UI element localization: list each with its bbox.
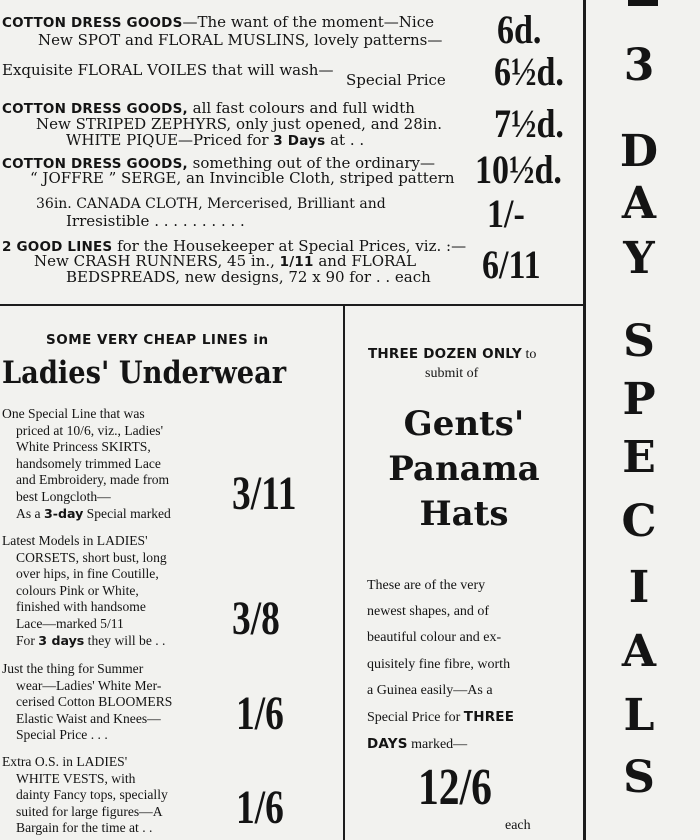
- item-line: Extra O.S. in LADIES': [2, 754, 128, 769]
- price-10-half-d: 10½d.: [475, 147, 562, 192]
- column-rule: [583, 0, 586, 840]
- item-text: at . .: [325, 131, 365, 149]
- item-text: something out of the ordinary—: [192, 154, 435, 172]
- section-kicker: SOME VERY CHEAP LINES in: [46, 332, 269, 348]
- hats-kicker-text: to: [522, 347, 537, 362]
- underwear-item-corsets: [2, 533, 167, 649]
- item-line: Lace—marked 5/11: [16, 615, 124, 631]
- item-dress-goods-1: [2, 14, 434, 32]
- item-text: “ JOFFRE ” SERGE, an Invincible Cloth, striped pattern: [30, 169, 455, 187]
- item-heading: 3 Days: [273, 133, 326, 149]
- banner-letter: I: [628, 562, 650, 613]
- item-text: all fast colours and full width: [192, 99, 415, 117]
- hats-kicker: [368, 346, 536, 363]
- price-1-6-bloomers: 1/6: [236, 687, 284, 740]
- underwear-item-skirts: [2, 406, 171, 522]
- underwear-item-bloomers: [2, 661, 172, 744]
- banner-letter: A: [621, 626, 657, 677]
- item-line: cerised Cotton BLOOMERS: [16, 694, 173, 710]
- item-heading: COTTON DRESS GOODS,: [2, 101, 188, 117]
- item-text: Special marked: [83, 505, 171, 521]
- item-line: priced at 10/6, viz., Ladies': [16, 422, 164, 438]
- item-text: New STRIPED ZEPHYRS, only just opened, and 28in.: [36, 115, 442, 133]
- item-line: [2, 506, 171, 523]
- item-line: [2, 633, 167, 650]
- banner-letter: P: [622, 374, 656, 425]
- item-line: dainty Fancy tops, specially: [16, 787, 168, 803]
- item-text: —The want of the moment—Nice: [182, 13, 434, 31]
- item-line: finished with handsome: [16, 599, 146, 615]
- hats-desc-line: quisitely fine fibre, worth: [367, 656, 511, 672]
- item-text: [66, 132, 364, 150]
- item-line: Latest Models in LADIES': [2, 533, 148, 548]
- hats-desc-line: [367, 731, 577, 758]
- banner-letter: Y: [623, 233, 655, 284]
- hats-desc-text: marked—: [407, 737, 468, 753]
- item-text: BEDSPREADS, new designs, 72 x 90 for . . each: [66, 268, 431, 286]
- hats-description: [367, 573, 577, 758]
- price-1-6-vests: 1/6: [236, 781, 284, 834]
- item-line: and Embroidery, made from: [16, 472, 170, 488]
- hats-desc-line: beautiful colour and ex-: [367, 630, 502, 646]
- hats-title: [345, 402, 583, 537]
- banner-letter: D: [619, 126, 659, 177]
- item-line: colours Pink or White,: [16, 582, 139, 598]
- price-6d: 6d.: [497, 7, 542, 52]
- banner-letter: L: [623, 690, 655, 741]
- item-line: suited for large figures—A: [16, 803, 163, 819]
- hats-each: each: [505, 818, 531, 833]
- banner-letter: C: [621, 496, 657, 547]
- item-heading: 1/11: [279, 254, 314, 270]
- item-line: Just the thing for Summer: [2, 661, 144, 676]
- item-line: handsomely trimmed Lace: [16, 455, 161, 471]
- hats-title-line: Gents': [403, 404, 525, 444]
- item-line: Special Price . . .: [16, 727, 108, 743]
- section-title: Ladies' Underwear: [2, 355, 287, 391]
- item-text: As a: [16, 505, 44, 521]
- banner-letter: S: [623, 752, 655, 803]
- item-emphasis: 3-day: [43, 505, 84, 521]
- hats-desc-line: a Guinea easily—As a: [367, 682, 493, 698]
- item-text: New SPOT and FLORAL MUSLINS, lovely patterns—: [38, 31, 443, 49]
- banner-letter: 3: [623, 40, 655, 91]
- item-text: and FLORAL: [313, 252, 417, 270]
- price-6-half-d: 6½d.: [494, 49, 564, 94]
- item-line: Bargain for the time at . .: [16, 820, 153, 836]
- item-floral-voiles: Exquisite FLORAL VOILES that will wash—: [2, 61, 334, 79]
- item-line: Elastic Waist and Knees—: [16, 710, 161, 726]
- section-rule: [0, 304, 583, 306]
- banner-letter: E: [622, 432, 656, 483]
- hats-desc-text: Special Price for: [367, 710, 464, 726]
- hats-kicker-2: submit of: [425, 366, 479, 381]
- price-3-8: 3/8: [232, 592, 280, 645]
- item-special-price: Special Price: [346, 71, 446, 89]
- item-text: New CRASH RUNNERS, 45 in.,: [34, 252, 280, 270]
- hats-price: 12/6: [418, 759, 492, 816]
- item-heading: COTTON DRESS GOODS: [2, 15, 183, 31]
- hats-desc-line: newest shapes, and of: [367, 604, 490, 620]
- item-text: WHITE PIQUE—Priced for: [66, 131, 274, 149]
- hats-title-line: Panama: [388, 449, 540, 489]
- item-canada-cloth: 36in. CANADA CLOTH, Mercerised, Brilliant and: [36, 196, 386, 212]
- item-line: WHITE VESTS, with: [16, 770, 136, 786]
- item-line: best Longcloth—: [16, 488, 111, 504]
- item-heading: 2 GOOD LINES: [2, 239, 113, 255]
- price-6-11: 6/11: [482, 242, 541, 287]
- item-heading: COTTON DRESS GOODS,: [2, 156, 188, 172]
- underwear-item-vests: [2, 754, 168, 837]
- hats-desc-line: These are of the very: [367, 578, 486, 593]
- item-text: For: [16, 632, 39, 648]
- item-line: wear—Ladies' White Mer-: [16, 677, 162, 693]
- item-line: CORSETS, short bust, long: [16, 549, 167, 565]
- banner-letter: S: [623, 316, 655, 367]
- banner-letter: A: [621, 178, 657, 229]
- hats-title-line: Hats: [419, 494, 509, 534]
- item-text: they will be . .: [84, 632, 166, 648]
- hats-desc-bold: DAYS: [367, 736, 408, 753]
- item-line: White Princess SKIRTS,: [16, 439, 151, 455]
- price-3-11: 3/11: [232, 467, 297, 520]
- price-7-half-d: 7½d.: [494, 101, 564, 146]
- column-rule: [343, 305, 345, 840]
- item-text: Irresistible . . . . . . . . . .: [66, 212, 245, 230]
- hats-kicker-bold: THREE DOZEN ONLY: [368, 346, 522, 362]
- banner-letter-fragment: [628, 0, 658, 6]
- price-1-shilling: 1/-: [487, 191, 525, 236]
- hats-desc-bold: THREE: [463, 709, 515, 726]
- hats-desc-line: [367, 704, 577, 731]
- item-emphasis: 3 days: [38, 632, 85, 648]
- item-line: One Special Line that was: [2, 406, 145, 421]
- item-text: for the Housekeeper at Special Prices, viz. :—: [117, 237, 467, 255]
- item-line: over hips, in fine Coutille,: [16, 566, 159, 582]
